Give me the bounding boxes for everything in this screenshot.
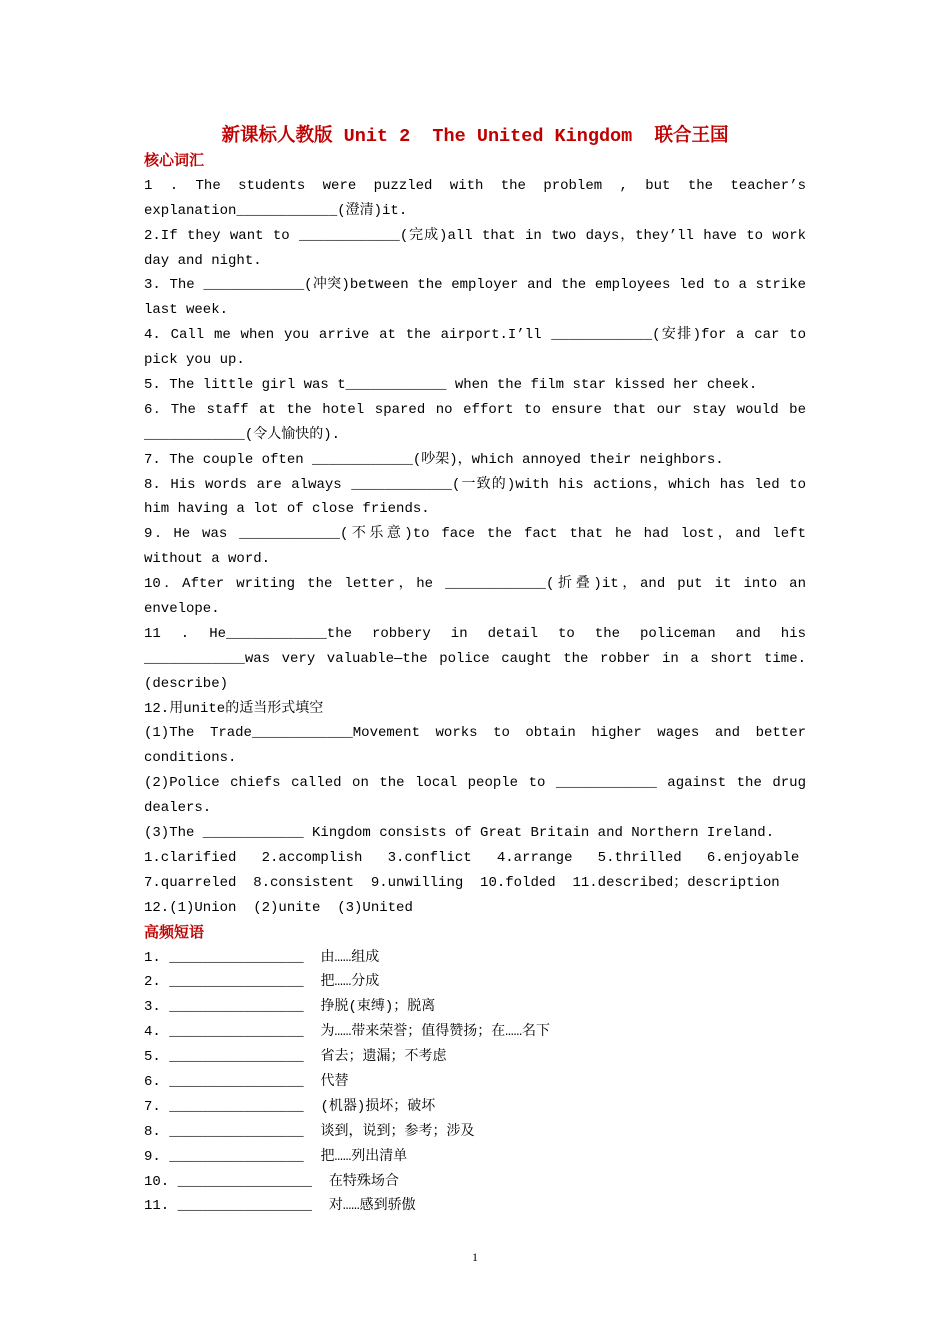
vocab-question-9 xyxy=(144,522,806,572)
phrase-number: 2. xyxy=(144,974,161,991)
question-line: 6．The staff at the hotel spared no effort to ensure that our stay would be xyxy=(144,401,806,418)
phrase-blank: ________________ xyxy=(169,1024,304,1041)
question-line: 10．After writing the letter，he ____________(折叠)it，and put it into an xyxy=(144,576,806,593)
page-number: 1 xyxy=(472,1250,478,1264)
question-line: explanation____________(澄清)it. xyxy=(144,202,408,219)
question-line: 11 . He____________the robbery in detail to the policeman and his xyxy=(144,625,806,642)
vocab-question-12-1 xyxy=(144,721,806,771)
answer-line: 1.clarified 2.accomplish 3.conflict 4.arrange 5.thrilled 6.enjoyable xyxy=(144,849,800,866)
question-line: 12.用unite的适当形式填空 xyxy=(144,700,324,717)
question-line: dealers. xyxy=(144,800,212,817)
phrase-number: 11. xyxy=(144,1198,170,1215)
document-title: 新课标人教版 Unit 2 The United Kingdom 联合王国 xyxy=(221,126,729,147)
answer-line: 12.(1)Union (2)unite (3)United xyxy=(144,899,413,916)
phrase-number: 4. xyxy=(144,1024,161,1041)
phrase-number: 5. xyxy=(144,1049,161,1066)
phrase-row xyxy=(144,995,806,1020)
vocab-question-1 xyxy=(144,174,806,224)
page-content xyxy=(144,124,806,1219)
question-line: 1 . The students were puzzled with the problem , but the teacher’s xyxy=(144,177,806,194)
question-line: (3)The ____________ Kingdom consists of Great Britain and Northern Ireland. xyxy=(144,825,775,842)
question-line: 7. The couple often ____________(吵架)，which annoyed their neighbors. xyxy=(144,451,724,468)
phrase-blank: ________________ xyxy=(169,949,304,966)
phrase-row xyxy=(144,1194,806,1219)
phrase-row xyxy=(144,1095,806,1120)
answer-key xyxy=(144,846,806,921)
phrase-meaning: 对……感到骄傲 xyxy=(328,1198,416,1215)
question-line: ____________was very valuable—the police caught the robber in a short time. xyxy=(144,650,806,667)
phrase-row xyxy=(144,1045,806,1070)
vocab-question-12-2 xyxy=(144,771,806,821)
phrase-blank: ________________ xyxy=(169,1148,304,1165)
question-line: ____________(令人愉快的). xyxy=(144,426,341,443)
phrase-meaning: 挣脱(束缚)；脱离 xyxy=(320,999,436,1016)
vocab-question-6 xyxy=(144,398,806,448)
phrase-list xyxy=(144,946,806,1220)
phrase-row xyxy=(144,1145,806,1170)
phrase-meaning: 把……列出清单 xyxy=(320,1148,408,1165)
phrase-row xyxy=(144,1170,806,1195)
vocab-question-12 xyxy=(144,697,806,722)
phrase-blank: ________________ xyxy=(177,1173,313,1190)
phrase-meaning: 谈到，说到；参考；涉及 xyxy=(320,1123,475,1140)
phrase-number: 1. xyxy=(144,949,161,966)
phrase-row xyxy=(144,1070,806,1095)
question-line: pick you up. xyxy=(144,352,245,369)
question-line: 5. The little girl was t____________ when the film star kissed her cheek. xyxy=(144,377,758,394)
phrase-row xyxy=(144,1020,806,1045)
phrase-meaning: (机器)损坏；破坏 xyxy=(320,1098,436,1115)
section-heading-key-phrases: 高频短语 xyxy=(144,923,205,941)
phrase-meaning: 省去；遗漏；不考虑 xyxy=(320,1049,447,1066)
question-line: him having a lot of close friends. xyxy=(144,501,430,518)
vocab-question-2 xyxy=(144,224,806,274)
vocab-question-4 xyxy=(144,323,806,373)
phrase-number: 7. xyxy=(144,1098,161,1115)
phrase-blank: ________________ xyxy=(177,1198,313,1215)
vocab-question-10 xyxy=(144,572,806,622)
phrase-blank: ________________ xyxy=(169,1073,304,1090)
phrase-blank: ________________ xyxy=(169,974,304,991)
phrase-number: 6. xyxy=(144,1073,161,1090)
phrase-number: 8. xyxy=(144,1123,161,1140)
question-line: last week. xyxy=(144,302,229,319)
phrase-blank: ________________ xyxy=(169,1049,304,1066)
phrase-blank: ________________ xyxy=(169,1098,304,1115)
question-line: (describe) xyxy=(144,675,229,692)
phrase-blank: ________________ xyxy=(169,999,304,1016)
phrase-meaning: 由……组成 xyxy=(320,949,380,966)
vocab-question-11 xyxy=(144,622,806,697)
vocab-question-8 xyxy=(144,473,806,523)
question-line: without a word. xyxy=(144,551,271,568)
phrase-number: 9. xyxy=(144,1148,161,1165)
vocab-question-12-3 xyxy=(144,821,806,846)
phrase-meaning: 为……带来荣誉；值得赞扬；在……名下 xyxy=(320,1024,551,1041)
question-line: (1)The Trade____________Movement works to obtain higher wages and better xyxy=(144,725,806,742)
question-line: 3. The ____________(冲突)between the employer and the employees led to a strike xyxy=(144,277,806,294)
phrase-meaning: 把……分成 xyxy=(320,974,380,991)
phrase-meaning: 代替 xyxy=(320,1073,349,1090)
phrase-row xyxy=(144,970,806,995)
question-line: 8. His words are always ____________(一致的)with his actions，which has led to xyxy=(144,476,806,493)
vocab-question-7 xyxy=(144,448,806,473)
phrase-meaning: 在特殊场合 xyxy=(328,1173,399,1190)
question-line: day and night. xyxy=(144,252,262,269)
phrase-number: 10. xyxy=(144,1173,170,1190)
question-line: 4. Call me when you arrive at the airport.I’ll ____________(安排)for a car to xyxy=(144,327,806,344)
phrase-blank: ________________ xyxy=(169,1123,304,1140)
question-line: conditions. xyxy=(144,750,237,767)
phrase-number: 3. xyxy=(144,999,161,1016)
question-line: 9．He was ____________(不乐意)to face the fact that he had lost，and left xyxy=(144,526,806,543)
answer-line: 7.quarreled 8.consistent 9.unwilling 10.folded 11.described；description xyxy=(144,874,780,891)
question-line: envelope. xyxy=(144,601,220,618)
phrase-row xyxy=(144,946,806,971)
vocab-question-5 xyxy=(144,373,806,398)
vocab-question-3 xyxy=(144,273,806,323)
phrase-row xyxy=(144,1120,806,1145)
question-line: (2)Police chiefs called on the local people to ____________ against the drug xyxy=(144,775,806,792)
section-heading-core-vocabulary: 核心词汇 xyxy=(144,152,205,169)
question-line: 2.If they want to ____________(完成)all that in two days，they’ll have to work xyxy=(144,227,806,244)
